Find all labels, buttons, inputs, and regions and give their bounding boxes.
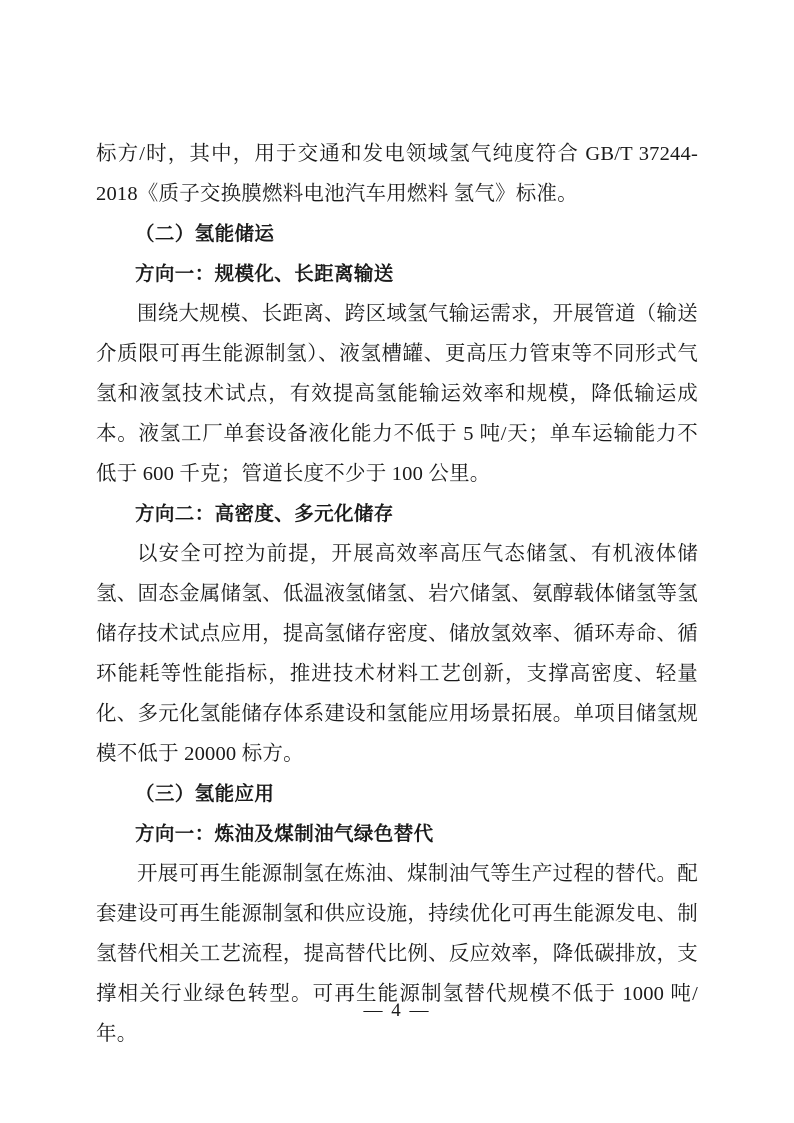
page-number: — 4 — — [363, 1000, 431, 1021]
section-heading-hydrogen-application: （三）氢能应用 — [135, 782, 275, 805]
paragraph-storage-body: 以安全可控为前提，开展高效率高压气态储氢、有机液体储氢、固态金属储氢、低温液氢储氢、岩穴储氢、氨醇载体储氢等氢储存技术试点应用，提高氢储存密度、储放氢效率、循环寿命、循环能耗等性能指标，推进技术材料工艺创新，支撑高密度、轻量化、多元化氢能储存体系建设和氢能应用场景拓展。单项目储氢规模不低于 20000 标方。 — [96, 543, 698, 765]
paragraph-transport-body: 围绕大规模、长距离、跨区域氢气输运需求，开展管道（输送介质限可再生能源制氢）、液氢槽罐、更高压力管束等不同形式气氢和液氢技术试点，有效提高氢能输运效率和规模，降低输运成本。液氢工厂单套设备液化能力不低于 5 吨/天；单车运输能力不低于 600 千克；管道长度不少于 100 公里。 — [96, 303, 698, 485]
section-heading-hydrogen-storage-transport: （二）氢能储运 — [135, 222, 275, 245]
paragraph-refining-body: 开展可再生能源制氢在炼油、煤制油气等生产过程的替代。配套建设可再生能源制氢和供应设施，持续优化可再生能源发电、制氢替代相关工艺流程，提高替代比例、反应效率，降低碳排放，支撑相关行业绿色转型。可再生能源制氢替代规模不低于 1000 吨/年。 — [96, 863, 698, 1045]
document-body — [96, 134, 698, 1054]
subsection-heading-direction-two-storage: 方向二：高密度、多元化储存 — [135, 502, 394, 525]
subsection-heading-direction-one-transport: 方向一：规模化、长距离输送 — [135, 262, 394, 285]
paragraph-continuation: 标方/时，其中，用于交通和发电领域氢气纯度符合 GB/T 37244-2018《质子交换膜燃料电池汽车用燃料 氢气》标准。 — [96, 143, 698, 205]
subsection-heading-direction-one-refining: 方向一：炼油及煤制油气绿色替代 — [135, 822, 434, 845]
